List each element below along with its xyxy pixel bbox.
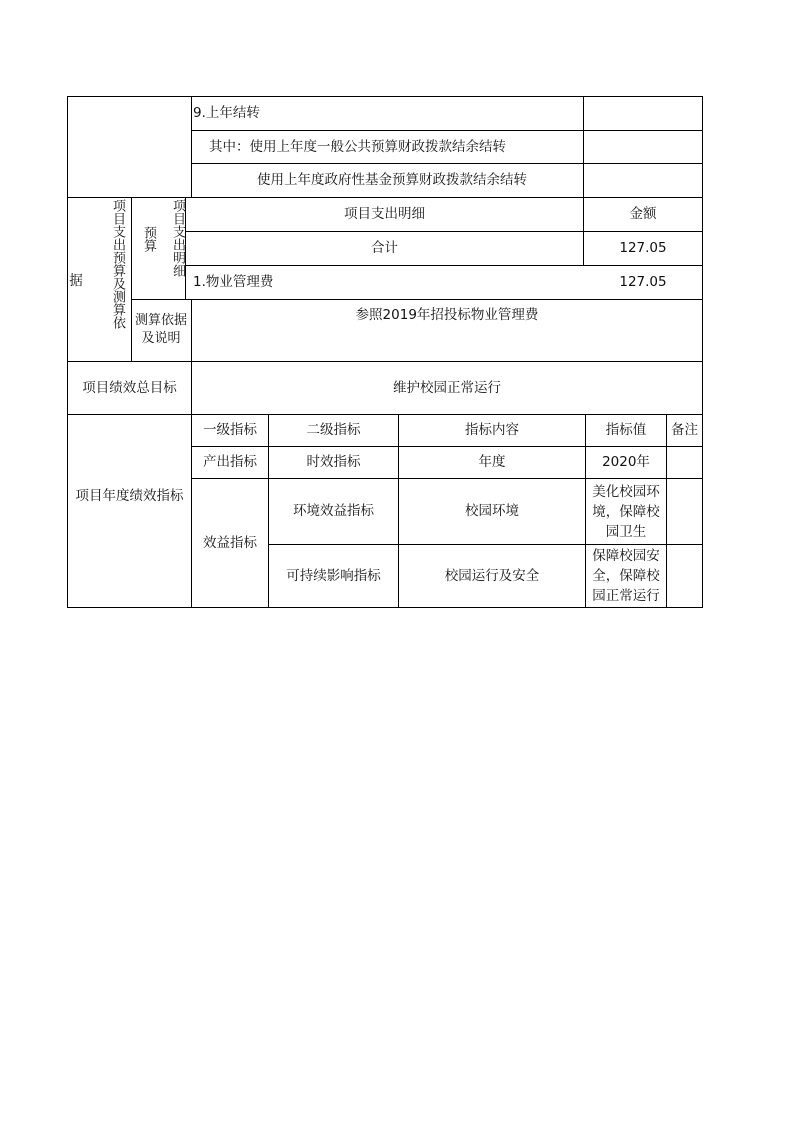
border-left — [67, 96, 68, 608]
header-note: 备注 — [671, 422, 698, 439]
benefit-content-environment: 校园环境 — [465, 503, 519, 520]
header-content: 指标内容 — [465, 422, 519, 439]
header-value: 指标值 — [605, 422, 647, 439]
benefit-value-environment: 美化校园环境，保障校园卫生 — [592, 483, 660, 540]
basis-text: 参照2019年招投标物业管理费 — [355, 306, 539, 323]
border-bottom — [67, 607, 703, 608]
budget-vertical-label: 预算 — [141, 226, 156, 252]
item-amount: 127.05 — [619, 274, 667, 291]
output-note — [667, 447, 702, 478]
total-amount: 127.05 — [619, 240, 667, 257]
overall-goal-label: 项目绩效总目标 — [82, 379, 177, 396]
output-level2: 时效指标 — [306, 454, 361, 471]
border-right — [702, 96, 703, 608]
section-label-fragment: 据 — [69, 272, 83, 289]
vline — [191, 96, 192, 197]
output-content: 年度 — [478, 454, 506, 471]
benefit-note-sustainable — [667, 545, 702, 607]
income-row-9-sub1: 其中：使用上年度一般公共预算财政拨款结余结转 — [209, 138, 506, 155]
header-level2: 二级指标 — [306, 422, 361, 439]
annual-goal-label: 项目年度绩效指标 — [75, 487, 184, 504]
detail-header-item: 项目支出明细 — [344, 206, 425, 223]
benefit-note-environment — [667, 479, 702, 544]
output-value: 2020年 — [602, 454, 650, 471]
basis-label: 测算依据及说明 — [135, 313, 188, 346]
vline — [131, 197, 132, 361]
benefit-level2-sustainable: 可持续影响指标 — [286, 567, 381, 584]
income-row-9-sub2: 使用上年度政府性基金预算财政拨款结余结转 — [257, 172, 527, 189]
benefit-value-sustainable: 保障校园安全，保障校园正常运行 — [592, 548, 660, 604]
benefit-level1: 效益指标 — [203, 534, 257, 551]
benefit-content-sustainable: 校园运行及安全 — [444, 567, 540, 584]
output-level1: 产出指标 — [203, 454, 257, 471]
detail-header-amount: 金额 — [629, 206, 657, 223]
detail-vertical-label: 项目支出明细 — [170, 199, 185, 277]
budget-basis-vertical-label: 项目支出预算及测算依 — [110, 199, 125, 329]
total-label: 合计 — [371, 240, 398, 257]
benefit-level2-environment: 环境效益指标 — [293, 503, 374, 520]
item-name: 1.物业管理费 — [193, 274, 274, 291]
overall-goal-text: 维护校园正常运行 — [393, 379, 501, 396]
header-level1: 一级指标 — [203, 422, 257, 439]
budget-document-table — [67, 96, 703, 608]
income-row-9: 9.上年结转 — [193, 105, 260, 122]
